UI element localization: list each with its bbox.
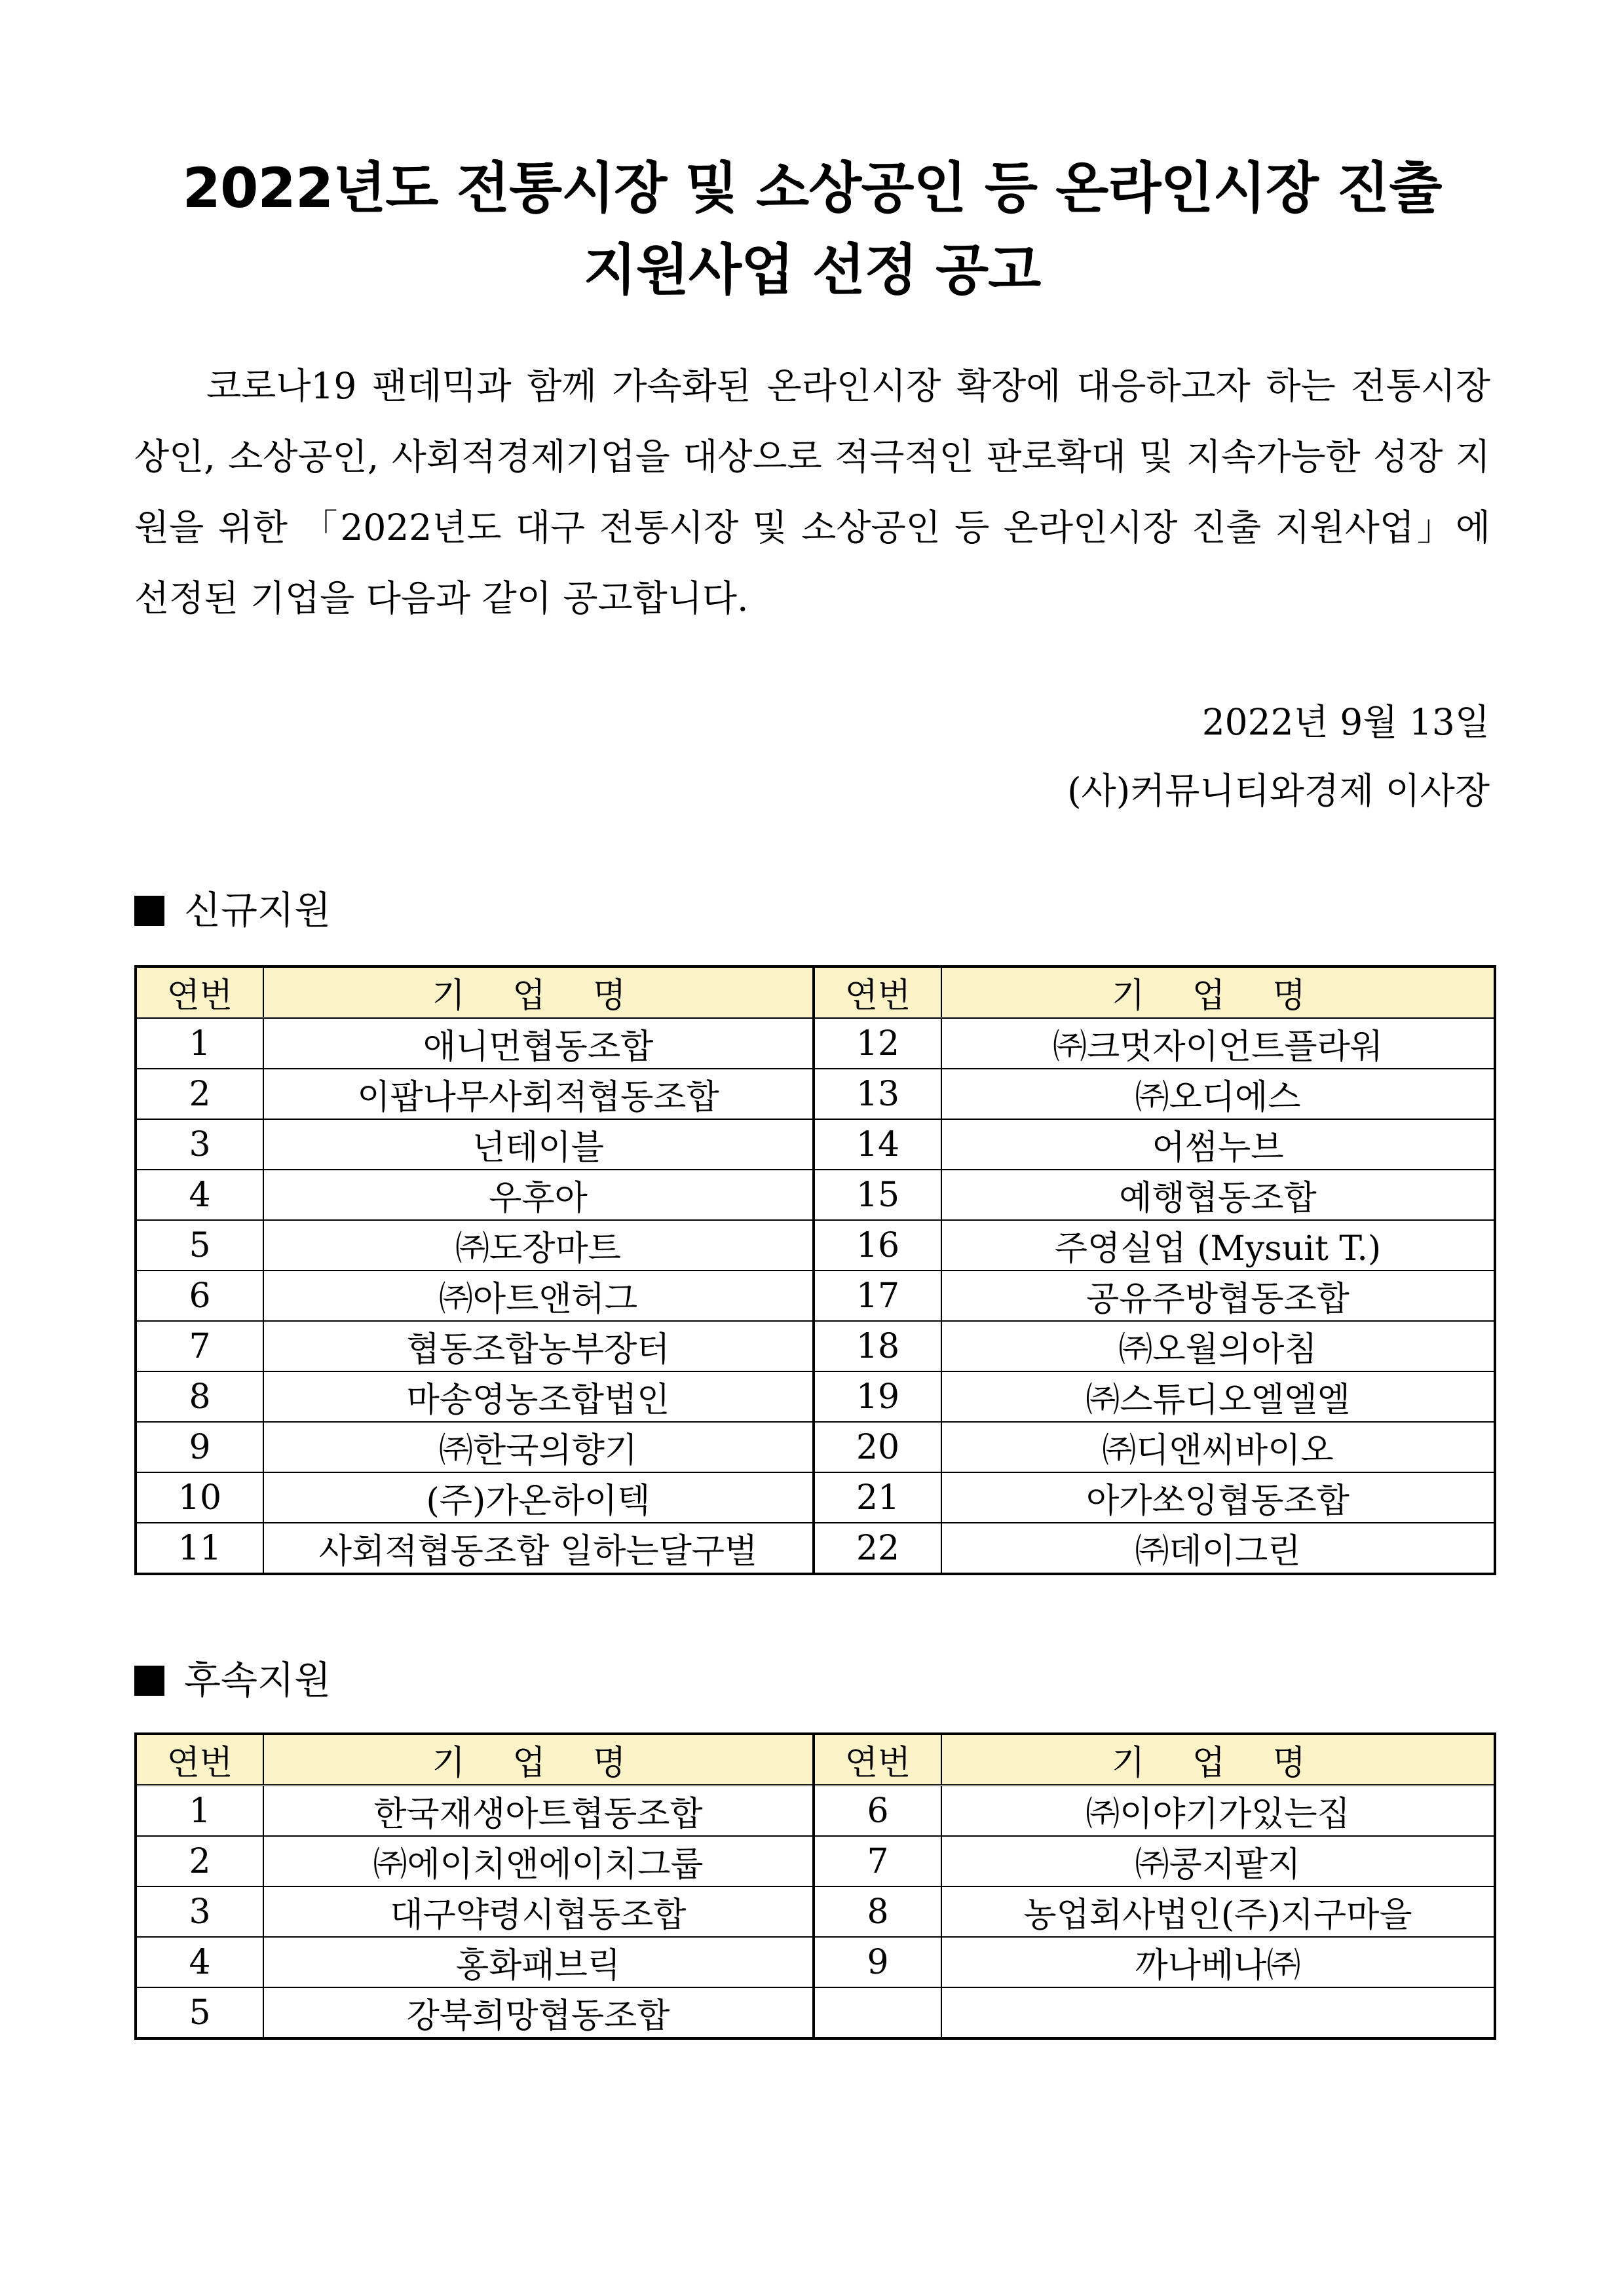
cell-company: 우후아: [263, 1170, 814, 1220]
cell-company: ㈜도장마트: [263, 1220, 814, 1271]
cell-company: 홍화패브릭: [263, 1937, 814, 1987]
cell-number: 1: [136, 1786, 263, 1837]
table-row: [136, 1886, 1495, 1937]
cell-company: ㈜데이그린: [941, 1523, 1495, 1574]
column-header-number: 연번: [814, 966, 941, 1018]
section-title-followup-label: 후속지원: [184, 1658, 331, 1702]
cell-company: 넌테이블: [263, 1119, 814, 1170]
table-row: [136, 1170, 1495, 1220]
cell-company: 강북희망협동조합: [263, 1987, 814, 2038]
column-header-company: 기 업 명: [941, 1734, 1495, 1786]
table-row: [136, 1220, 1495, 1271]
cell-company: 까나베나㈜: [941, 1937, 1495, 1987]
cell-company: 대구약령시협동조합: [263, 1886, 814, 1937]
cell-company: 어썸누브: [941, 1119, 1495, 1170]
cell-company: 한국재생아트협동조합: [263, 1786, 814, 1837]
cell-number: 18: [814, 1321, 941, 1371]
table-row: [136, 1321, 1495, 1371]
cell-number: 15: [814, 1170, 941, 1220]
table-row: [136, 1119, 1495, 1170]
cell-company: [941, 1987, 1495, 2038]
column-header-number: 연번: [814, 1734, 941, 1786]
cell-company: ㈜한국의향기: [263, 1422, 814, 1472]
cell-number: 3: [136, 1119, 263, 1170]
column-header-company: 기 업 명: [263, 1734, 814, 1786]
section-title-new: [134, 888, 331, 932]
cell-company: ㈜크멋자이언트플라워: [941, 1018, 1495, 1069]
cell-number: 9: [814, 1937, 941, 1987]
cell-number: 5: [136, 1987, 263, 2038]
cell-company: ㈜스튜디오엘엘엘: [941, 1371, 1495, 1422]
table-row: [136, 1836, 1495, 1886]
cell-company: 공유주방협동조합: [941, 1271, 1495, 1321]
cell-company: ㈜디앤씨바이오: [941, 1422, 1495, 1472]
cell-number: 4: [136, 1937, 263, 1987]
black-square-bullet-icon: [134, 896, 164, 926]
document-title-line1: 2022년도 전통시장 및 소상공인 등 온라인시장 진출: [182, 156, 1442, 220]
cell-number: 13: [814, 1069, 941, 1119]
table-row: [136, 1987, 1495, 2038]
cell-company: 이팝나무사회적협동조합: [263, 1069, 814, 1119]
table-row: [136, 1018, 1495, 1069]
cell-number: 19: [814, 1371, 941, 1422]
cell-company: (주)가온하이텍: [263, 1472, 814, 1523]
table-header-row: [136, 1734, 1495, 1786]
table-row: [136, 1523, 1495, 1574]
cell-company: 농업회사법인(주)지구마을: [941, 1886, 1495, 1937]
cell-number: 22: [814, 1523, 941, 1574]
cell-number: 6: [136, 1271, 263, 1321]
new-support-table: [134, 965, 1496, 1575]
cell-number: [814, 1987, 941, 2038]
black-square-bullet-icon: [134, 1666, 164, 1696]
cell-company: ㈜이야기가있는집: [941, 1786, 1495, 1837]
document-title-line2: 지원사업 선정 공고: [583, 238, 1041, 302]
section-title-new-label: 신규지원: [184, 888, 331, 932]
cell-company: ㈜오월의아침: [941, 1321, 1495, 1371]
table-row: [136, 1271, 1495, 1321]
cell-number: 9: [136, 1422, 263, 1472]
announcement-issuer: (사)커뮤니티와경제 이사장: [1067, 770, 1490, 812]
cell-company: 사회적협동조합 일하는달구벌: [263, 1523, 814, 1574]
cell-number: 20: [814, 1422, 941, 1472]
cell-number: 14: [814, 1119, 941, 1170]
cell-number: 8: [136, 1371, 263, 1422]
column-header-number: 연번: [136, 1734, 263, 1786]
cell-number: 6: [814, 1786, 941, 1837]
cell-company: ㈜콩지팥지: [941, 1836, 1495, 1886]
column-header-company: 기 업 명: [263, 966, 814, 1018]
cell-number: 12: [814, 1018, 941, 1069]
cell-company: 예행협동조합: [941, 1170, 1495, 1220]
table-row: [136, 1422, 1495, 1472]
cell-company: 애니먼협동조합: [263, 1018, 814, 1069]
cell-company: ㈜오디에스: [941, 1069, 1495, 1119]
cell-number: 21: [814, 1472, 941, 1523]
announcement-date: 2022년 9월 13일: [1201, 701, 1490, 743]
table-row: [136, 1472, 1495, 1523]
cell-company: 협동조합농부장터: [263, 1321, 814, 1371]
cell-company: 아가쏘잉협동조합: [941, 1472, 1495, 1523]
table-row: [136, 1937, 1495, 1987]
cell-number: 7: [814, 1836, 941, 1886]
cell-number: 10: [136, 1472, 263, 1523]
cell-number: 3: [136, 1886, 263, 1937]
table-row: [136, 1371, 1495, 1422]
section-title-followup: [134, 1658, 331, 1702]
table-row: [136, 1786, 1495, 1837]
cell-number: 16: [814, 1220, 941, 1271]
cell-number: 17: [814, 1271, 941, 1321]
followup-support-table: [134, 1732, 1496, 2040]
column-header-company: 기 업 명: [941, 966, 1495, 1018]
announcement-body: [134, 351, 1490, 634]
cell-number: 1: [136, 1018, 263, 1069]
cell-number: 5: [136, 1220, 263, 1271]
column-header-number: 연번: [136, 966, 263, 1018]
cell-company: ㈜에이치앤에이치그룹: [263, 1836, 814, 1886]
cell-number: 7: [136, 1321, 263, 1371]
cell-company: 주영실업 (Mysuit T.): [941, 1220, 1495, 1271]
cell-number: 8: [814, 1886, 941, 1937]
cell-number: 4: [136, 1170, 263, 1220]
cell-number: 2: [136, 1836, 263, 1886]
cell-number: 2: [136, 1069, 263, 1119]
cell-number: 11: [136, 1523, 263, 1574]
table-header-row: [136, 966, 1495, 1018]
table-row: [136, 1069, 1495, 1119]
announcement-paragraph: 코로나19 팬데믹과 함께 가속화된 온라인시장 확장에 대응하고자 하는 전통시장 상인, 소상공인, 사회적경제기업을 대상으로 적극적인 판로확대 및 지속가능한 성장 지원을 위한 「2022년도 대구 전통시장 및 소상공인 등 온라인시장 진출 지원사업」에 선정된 기업을 다음과 같이 공고합니다.: [134, 365, 1490, 619]
cell-company: ㈜아트앤허그: [263, 1271, 814, 1321]
cell-company: 마송영농조합법인: [263, 1371, 814, 1422]
